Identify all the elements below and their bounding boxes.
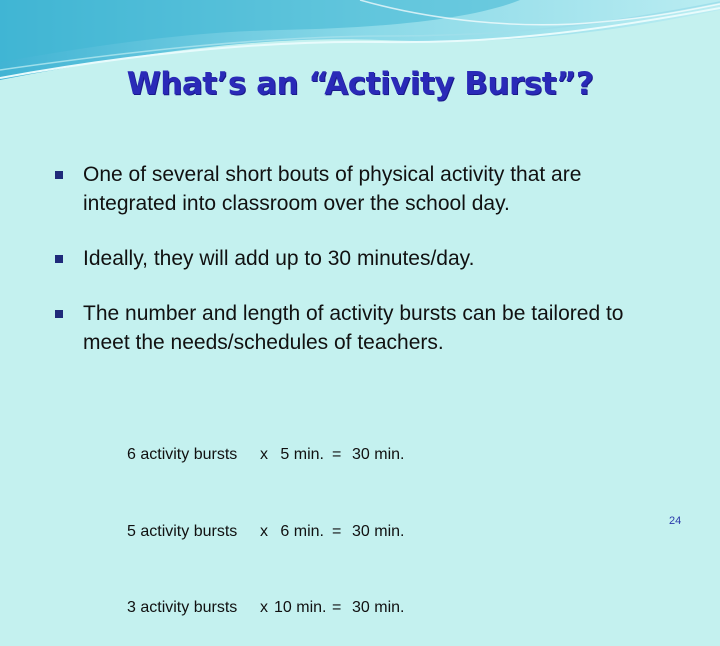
bullet-text: The number and length of activity bursts can be tailored to meet the needs/schedules of teachers. (83, 302, 624, 354)
bullet-text: One of several short bouts of physical activity that are integrated into classroom over the school day. (83, 163, 582, 215)
calc-equals: = (332, 446, 342, 463)
calc-result: 30 min. (352, 446, 405, 463)
calc-result: 30 min. (352, 522, 405, 540)
calc-count: 5 activity bursts (127, 522, 238, 540)
bullet-item (52, 160, 672, 218)
calc-result: 30 min. (352, 599, 405, 616)
calc-operator: x (260, 446, 268, 463)
calc-operator: x (260, 522, 268, 540)
square-bullet-icon (55, 255, 63, 263)
calc-count: 6 activity bursts (127, 446, 238, 463)
page-number: 24 (669, 515, 682, 527)
slide-title: What’s an “Activity Burst”? (126, 66, 594, 102)
calc-equals: = (332, 599, 342, 616)
square-bullet-icon (55, 171, 63, 179)
calc-count: 3 activity bursts (127, 599, 238, 616)
calculation-row (127, 519, 404, 545)
calc-duration: 6 min. (280, 522, 324, 540)
calculation-row (127, 442, 404, 468)
calc-duration: 10 min. (274, 599, 327, 616)
calc-operator: x (260, 599, 268, 616)
calc-duration: 5 min. (280, 446, 324, 463)
calc-equals: = (332, 522, 342, 540)
bullet-item (52, 299, 672, 357)
bullet-list (52, 160, 672, 357)
bullet-text: Ideally, they will add up to 30 minutes/day. (83, 247, 475, 270)
calculation-row (127, 595, 404, 621)
square-bullet-icon (55, 310, 63, 318)
bullet-item (52, 244, 672, 273)
calculation-block (127, 391, 404, 646)
